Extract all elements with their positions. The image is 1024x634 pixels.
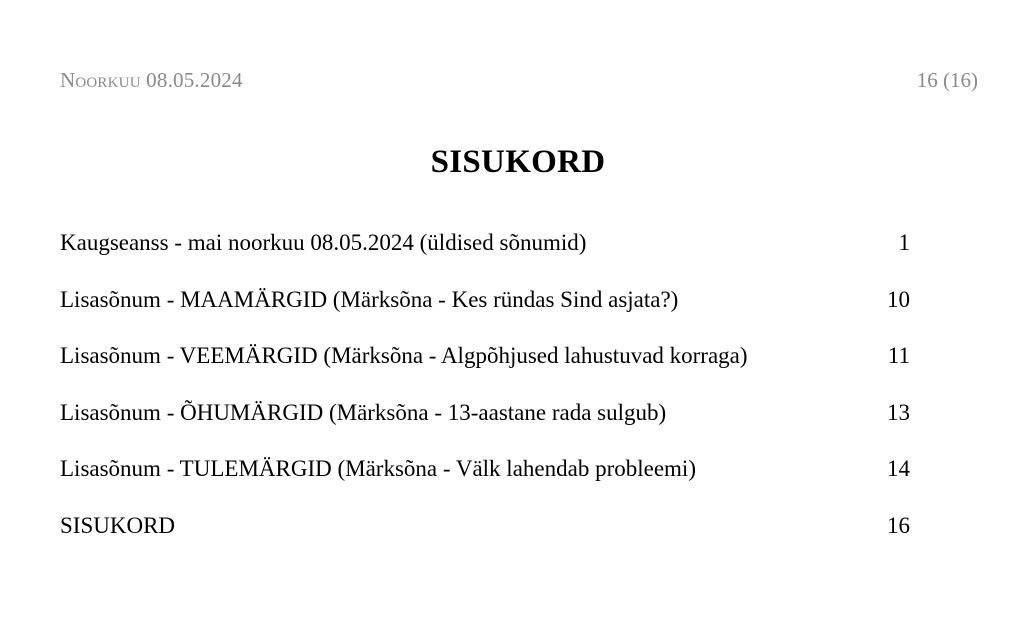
running-header-date: Noorkuu 08.05.2024 [60, 68, 243, 92]
toc-entry-page: 16 [887, 512, 910, 538]
toc-entry[interactable] [60, 400, 910, 457]
running-header-page-number: 16 (16) [916, 68, 978, 92]
toc-entry-text: SISUKORD [60, 512, 176, 538]
toc-list [60, 230, 910, 570]
toc-entry-text: Lisasõnum - TULEMÄRGID (Märksõna - Välk lahendab probleemi) [60, 456, 696, 482]
toc-entry-page: 10 [887, 286, 910, 312]
toc-entry[interactable] [60, 343, 910, 400]
toc-entry-text: Kaugseanss - mai noorkuu 08.05.2024 (üldised sõnumid) [60, 230, 587, 255]
toc-entry-page: 13 [887, 399, 910, 425]
toc-entry[interactable] [60, 456, 910, 513]
toc-entry-page: 1 [898, 230, 910, 255]
toc-entry[interactable] [60, 230, 910, 287]
toc-title: SISUKORD [430, 144, 606, 180]
toc-entry-text: Lisasõnum - VEEMÄRGID (Märksõna - Algpõhjused lahustuvad korraga) [60, 343, 748, 369]
toc-entry-text: Lisasõnum - ÕHUMÄRGID (Märksõna - 13-aastane rada sulgub) [60, 399, 667, 425]
toc-entry[interactable] [60, 287, 910, 344]
toc-entry-text: Lisasõnum - MAAMÄRGID (Märksõna - Kes ründas Sind asjata?) [60, 286, 679, 312]
toc-entry-page: 14 [887, 456, 910, 482]
toc-entry-page: 11 [887, 343, 910, 369]
toc-entry[interactable] [60, 513, 910, 570]
